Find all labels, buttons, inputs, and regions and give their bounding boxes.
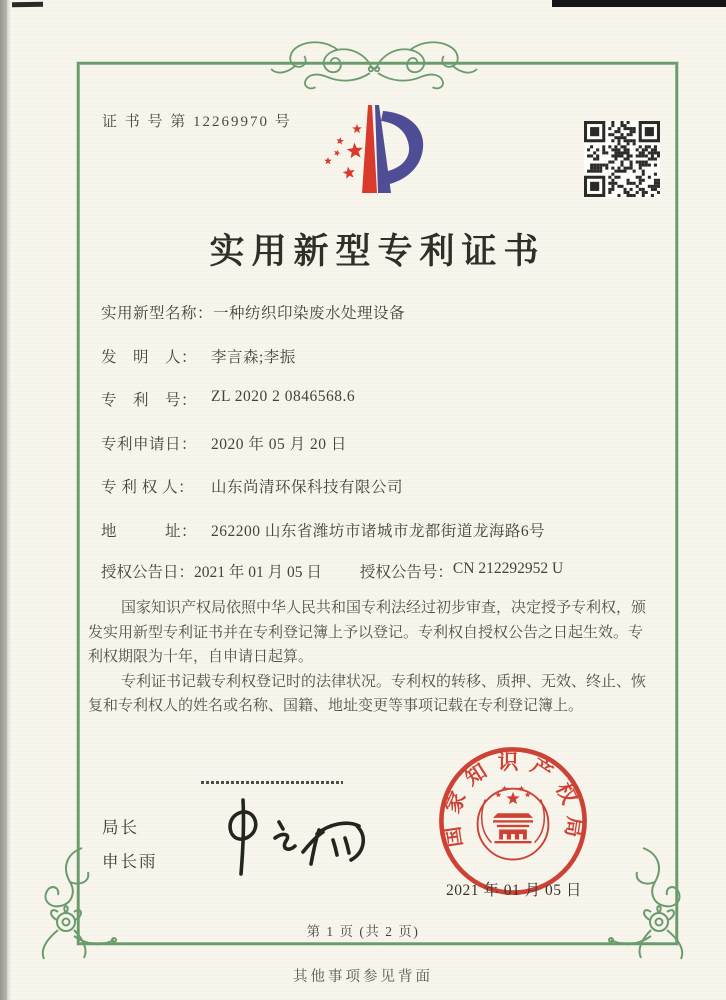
field-inventor: [101, 345, 661, 389]
bottom-right-floral-ornament: [608, 846, 703, 961]
field-value: 一种纺织印染废水处理设备: [213, 305, 406, 322]
handwritten-signature-icon: [204, 788, 406, 888]
field-label: 专 利 号：: [101, 392, 198, 409]
national-emblem: [478, 786, 549, 860]
qr-code-icon: [584, 121, 660, 197]
page-indicator: 第 1 页 (共 2 页): [306, 924, 420, 939]
legal-paragraph-1: 国家知识产权局依照中华人民共和国专利法经过初步审查，决定授予专利权，颁发实用新型专利证书并在专利登记簿上予以登记。专利权自授权公告之日起生效。专利权期限为十年，自申请日起算。: [88, 600, 647, 665]
grant-date-value: 2021 年 01 月 05 日: [194, 564, 322, 581]
field-value: 2020 年 05 月 20 日: [211, 435, 347, 453]
grant-number-value: CN 212292952 U: [452, 560, 564, 577]
field-value: ZL 2020 2 0846568.6: [211, 388, 356, 405]
seal-date: 2021 年 01 月 05 日: [446, 882, 582, 899]
field-utility-model-name: [101, 301, 661, 345]
seal-ring-text: 国家知识产权局: [439, 751, 587, 849]
field-label: 专利申请日：: [101, 435, 198, 453]
field-patentee: [101, 475, 661, 519]
certificate-title: 实用新型专利证书: [209, 232, 546, 271]
field-label: 实用新型名称：: [101, 305, 214, 322]
scan-edge-shadow-fade: [7, 0, 11, 1000]
certificate-fields: [101, 301, 661, 562]
signer-title: 局长: [102, 818, 139, 837]
field-application-date: [101, 432, 661, 476]
scan-edge-shadow: [0, 0, 7, 1000]
back-side-note: 其他事项参见背面: [293, 969, 433, 985]
grant-date-label: 授权公告日：: [101, 564, 195, 581]
grant-announcement-row: [101, 560, 661, 582]
scan-artifact-dash: [12, 2, 43, 8]
top-floral-ornament: [268, 36, 480, 98]
signer-name: 申长雨: [102, 852, 158, 871]
certificate-number: 证 书 号 第 12269970 号: [102, 114, 292, 130]
scan-artifact-bar: [552, 0, 726, 7]
field-label: 专 利 权 人：: [101, 479, 195, 496]
field-label: 地 址：: [101, 522, 198, 540]
grant-date-pair: [101, 560, 322, 582]
field-value: 山东尚清环保科技有限公司: [211, 479, 404, 496]
grant-number-pair: [360, 560, 563, 582]
field-label: 发 明 人：: [101, 348, 198, 366]
legal-text-block: [88, 596, 646, 719]
legal-paragraph-2: 专利证书记载专利权登记时的法律状况。专利权的转移、质押、无效、终止、恢复和专利权人的姓名或名称、国籍、地址变更等事项记载在专利登记簿上。: [88, 673, 647, 714]
cnipa-logo-icon: [306, 99, 446, 215]
field-value: 262200 山东省潍坊市诸城市龙都街道龙海路6号: [211, 522, 546, 540]
grant-number-label: 授权公告号：: [359, 564, 453, 581]
microtext-line: [201, 781, 343, 784]
field-value: 李言森;李振: [211, 348, 296, 366]
field-address: [101, 519, 661, 563]
official-seal-icon: [436, 744, 590, 898]
field-patent-number: [101, 388, 661, 432]
